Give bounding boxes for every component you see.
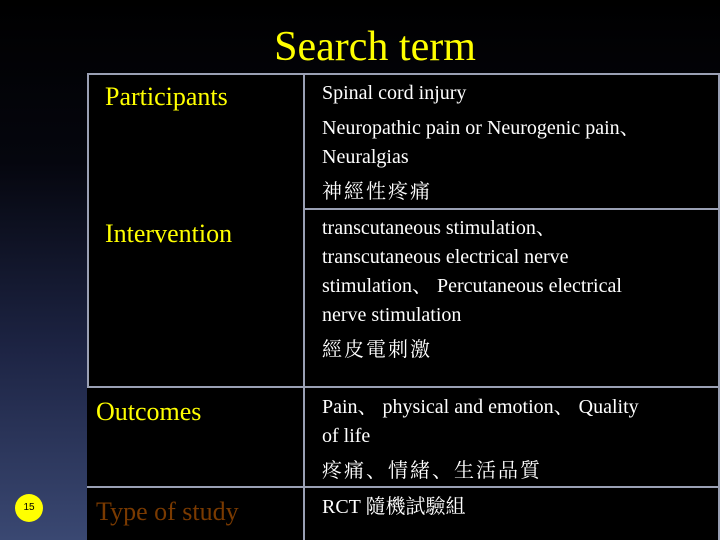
content-line: Neuropathic pain or Neurogenic pain、 [322,117,640,139]
row-content-intervention [322,214,622,366]
row-content-outcomes [322,393,639,487]
row-label-outcomes: Outcomes [96,397,202,426]
column-divider [303,73,305,540]
content-line: nerve stimulation [322,304,462,326]
content-line: stimulation、 Percutaneous electrical [322,275,622,297]
row-content-participants [322,79,640,208]
content-cjk-line: 疼痛、情緒、生活品質 [322,458,542,482]
content-cjk-line: 神經性疼痛 [322,179,432,203]
table-top-border [87,73,720,75]
page-number-badge: 15 [15,494,43,522]
slide-title: Search term [274,24,476,70]
content-line: Spinal cord injury [322,82,467,104]
content-line: of life [322,425,371,447]
row-label-participants: Participants [105,82,228,111]
row-label-type-of-study: Type of study [96,497,239,526]
content-cjk-line: 經皮電刺激 [322,337,432,361]
content-line: Neuralgias [322,146,409,168]
row-label-intervention: Intervention [105,219,233,248]
table-left-border [87,73,89,388]
content-line: Pain、 physical and emotion、 Quality [322,396,639,418]
row-content-type-of-study [322,493,466,522]
row-divider-2 [87,386,720,388]
content-line: transcutaneous stimulation、 [322,217,556,239]
row-divider-1 [303,208,720,210]
content-line: RCT 隨機試驗組 [322,496,466,518]
content-line: transcutaneous electrical nerve [322,246,569,268]
